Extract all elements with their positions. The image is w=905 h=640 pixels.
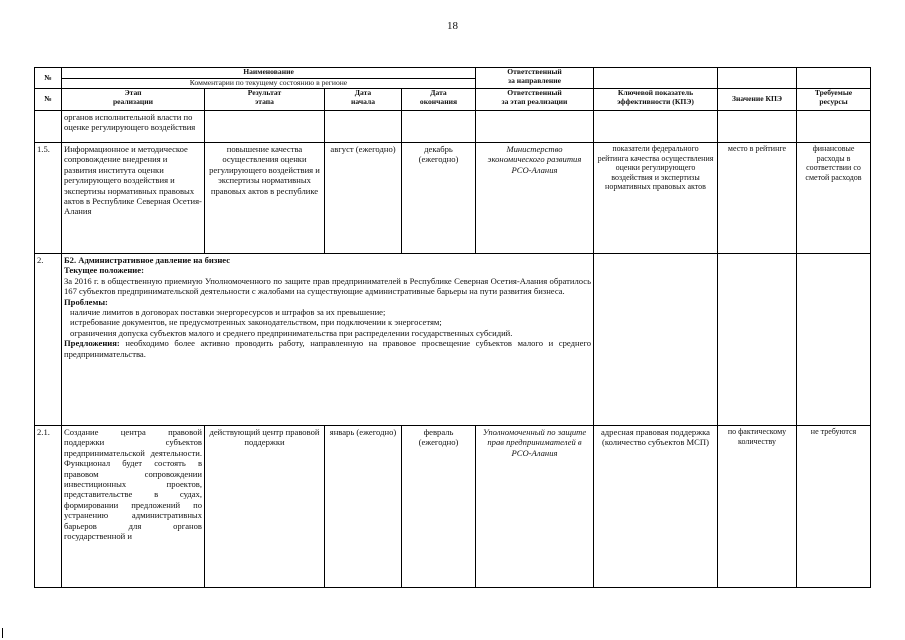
header-stage-line2: реализации bbox=[112, 96, 154, 106]
header-end-line2: окончания bbox=[419, 96, 458, 106]
header-result-line1: Результат bbox=[247, 88, 282, 97]
header-stage bbox=[62, 89, 205, 111]
margin-mark bbox=[2, 628, 3, 638]
cont-responsible bbox=[476, 111, 594, 143]
row-1-5-num: 1.5. bbox=[35, 143, 62, 254]
header-resources bbox=[797, 89, 871, 111]
section-2-current-text: За 2016 г. в общественную приемную Уполномоченного по защите прав предпринимателей в Республике Северная Осетия-Алания обратилось 167 субъектов предпринимательской деятельности с жалобами на существующие административные барьеры на пути развития бизнеса. bbox=[64, 275, 591, 297]
section-2-problem-1: наличие лимитов в договорах поставки энергоресурсов и штрафов за их превышение; bbox=[70, 307, 386, 318]
row-1-5-end: декабрь (ежегодно) bbox=[402, 143, 476, 254]
header-comments: Комментарии по текущему состоянию в регионе bbox=[62, 79, 476, 89]
section-2-kpi-value bbox=[718, 254, 797, 426]
header-kpi-line2: эффективности (КПЭ) bbox=[617, 96, 694, 106]
header-name: Наименование bbox=[62, 68, 476, 79]
row-2-1-start: январь (ежегодно) bbox=[325, 426, 402, 588]
header-start-line1: Дата bbox=[354, 88, 372, 97]
row-1-5-resources: финансовые расходы в соответствии со сметой расходов bbox=[797, 143, 871, 254]
header-resources-line2: ресурсы bbox=[819, 96, 848, 106]
section-2-kpi bbox=[594, 254, 718, 426]
header-result bbox=[205, 89, 325, 111]
section-2-proposals bbox=[64, 338, 591, 359]
row-1-5-start: август (ежегодно) bbox=[325, 143, 402, 254]
cont-end bbox=[402, 111, 476, 143]
cont-result bbox=[205, 111, 325, 143]
row-1-5-kpi-value: место в рейтинге bbox=[718, 143, 797, 254]
cont-stage: органов исполнительной власти по оценке регулирующего воздействия bbox=[62, 111, 205, 143]
header-responsible-direction bbox=[476, 68, 594, 89]
section-2-proposals-text: необходимо более активно проводить работу, направленную на правовое просвещение субъектов малого и среднего предпринимательства. bbox=[64, 338, 591, 359]
page-number: 18 bbox=[447, 20, 458, 32]
cont-start bbox=[325, 111, 402, 143]
header-empty-1 bbox=[594, 68, 718, 89]
row-2-1-kpi-value: по фактическому количеству bbox=[718, 426, 797, 588]
header-empty-3 bbox=[797, 68, 871, 89]
row-1-5-responsible: Министерство экономического развития РСО-Алания bbox=[476, 143, 594, 254]
row-2-1-stage: Создание центра правовой поддержки субъектов предпринимательской деятельности. Функционал будет состоять в правовом сопровождении инвестиционных проектов, представительстве в судах, формировании предложений по устранению административных барьеров для органов государственной и bbox=[62, 426, 205, 588]
header-resources-line1: Требуемые bbox=[814, 88, 853, 97]
row-1-5-stage: Информационное и методическое сопровождение внедрения и развития института оценки регулирующего воздействия и экспертизы нормативных правовых актов в Республике Северная Осетия-Алания bbox=[62, 143, 205, 254]
header-end bbox=[402, 89, 476, 111]
row-2-1-responsible: Уполномоченный по защите прав предпринимателей в РСО-Алания bbox=[476, 426, 594, 588]
header-kpi-value: Значение КПЭ bbox=[718, 89, 797, 111]
section-2-current-label: Текущее положение: bbox=[64, 265, 144, 276]
header-resp-stage-line2: за этап реализации bbox=[501, 96, 568, 106]
section-2-body bbox=[62, 254, 594, 426]
cont-kpi-value bbox=[718, 111, 797, 143]
row-2-1-resources: не требуются bbox=[797, 426, 871, 588]
row-1-5-result: повышение качества осуществления оценки регулирующего воздействия и экспертизы нормативных правовых актов в республике bbox=[205, 143, 325, 254]
header-start-line2: начала bbox=[350, 96, 376, 106]
cont-num bbox=[35, 111, 62, 143]
header-resp-dir-line2: за направление bbox=[508, 75, 561, 85]
header-num-2: № bbox=[35, 89, 62, 111]
section-2-title: Б2. Административное давление на бизнес bbox=[64, 255, 231, 265]
row-2-1-result: действующий центр правовой поддержки bbox=[205, 426, 325, 588]
section-2-resources bbox=[797, 254, 871, 426]
section-2-problem-2: истребование документов, не предусмотренных законодательством, при подключении к энергосетям; bbox=[70, 317, 442, 328]
cont-kpi bbox=[594, 111, 718, 143]
section-2-proposals-label: Предложения: bbox=[64, 338, 120, 349]
header-result-line2: этапа bbox=[255, 96, 274, 106]
cont-resources bbox=[797, 111, 871, 143]
row-1-5-kpi: показатели федерального рейтинга качества осуществления оценки регулирующего воздействия и экспертизы нормативных правовых актов bbox=[594, 143, 718, 254]
header-num: № bbox=[35, 68, 62, 89]
header-empty-2 bbox=[718, 68, 797, 89]
header-stage-line1: Этап bbox=[124, 88, 142, 97]
header-kpi bbox=[594, 89, 718, 111]
section-2-problems-label: Проблемы: bbox=[64, 296, 108, 307]
header-resp-stage-line1: Ответственный bbox=[507, 88, 562, 97]
row-2-1-num: 2.1. bbox=[35, 426, 62, 588]
plan-table bbox=[34, 67, 871, 588]
header-start bbox=[325, 89, 402, 111]
header-resp-dir-line1: Ответственный bbox=[507, 67, 562, 76]
header-kpi-line1: Ключевой показатель bbox=[617, 88, 694, 97]
row-2-1-kpi: адресная правовая поддержка (количество субъектов МСП) bbox=[594, 426, 718, 588]
section-2-problem-3: ограничения допуска субъектов малого и среднего предпринимательства при распределении государственных субсидий. bbox=[70, 327, 513, 338]
section-2-num: 2. bbox=[35, 254, 62, 426]
header-end-line1: Дата bbox=[430, 88, 447, 97]
header-responsible-stage bbox=[476, 89, 594, 111]
row-2-1-end: февраль (ежегодно) bbox=[402, 426, 476, 588]
